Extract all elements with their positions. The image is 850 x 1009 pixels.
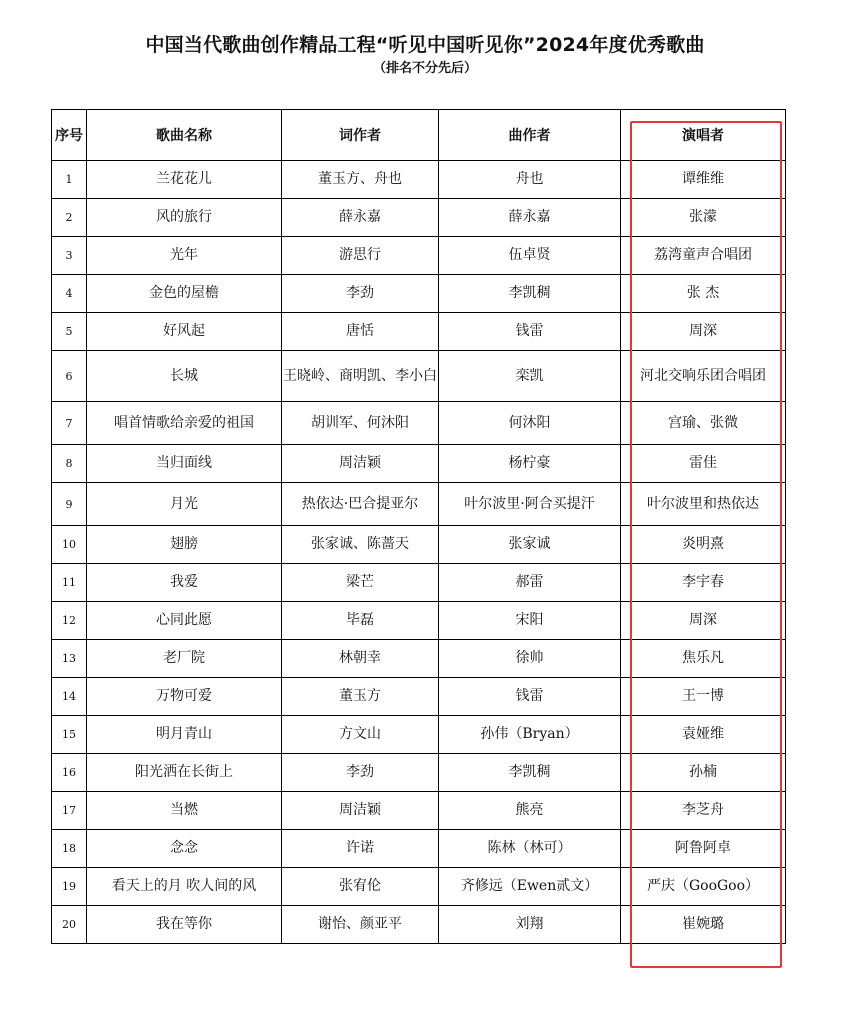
cell-performer: 雷佳 [621, 445, 786, 483]
cell-song-title: 风的旅行 [87, 199, 282, 237]
table-row [52, 275, 786, 313]
cell-performer: 张 杰 [621, 275, 786, 313]
cell-song-title: 长城 [87, 351, 282, 402]
header-no: 序号 [52, 110, 87, 161]
cell-performer: 阿鲁阿卓 [621, 830, 786, 868]
cell-no: 11 [52, 564, 87, 602]
cell-no: 12 [52, 602, 87, 640]
cell-composer: 薛永嘉 [439, 199, 621, 237]
cell-performer: 袁娅维 [621, 716, 786, 754]
cell-composer: 李凯稠 [439, 275, 621, 313]
table-row [52, 868, 786, 906]
cell-performer: 周深 [621, 602, 786, 640]
cell-performer: 崔婉璐 [621, 906, 786, 944]
cell-lyricist: 毕磊 [282, 602, 439, 640]
table-row [52, 445, 786, 483]
cell-performer: 周深 [621, 313, 786, 351]
table-row [52, 402, 786, 445]
cell-song-title: 看天上的月 吹人间的风 [87, 868, 282, 906]
cell-no: 4 [52, 275, 87, 313]
cell-lyricist: 周洁颖 [282, 445, 439, 483]
cell-no: 8 [52, 445, 87, 483]
cell-performer: 宫瑜、张微 [621, 402, 786, 445]
table-row [52, 640, 786, 678]
cell-lyricist: 梁芒 [282, 564, 439, 602]
cell-lyricist: 胡训军、何沐阳 [282, 402, 439, 445]
cell-performer: 王一博 [621, 678, 786, 716]
header-performer: 演唱者 [621, 110, 786, 161]
cell-no: 3 [52, 237, 87, 275]
cell-performer: 荔湾童声合唱团 [621, 237, 786, 275]
cell-lyricist: 薛永嘉 [282, 199, 439, 237]
cell-no: 20 [52, 906, 87, 944]
cell-lyricist: 方文山 [282, 716, 439, 754]
cell-song-title: 念念 [87, 830, 282, 868]
page-title: 中国当代歌曲创作精品工程“听见中国听见你”2024年度优秀歌曲 [145, 34, 705, 56]
cell-no: 15 [52, 716, 87, 754]
cell-lyricist: 张宥伦 [282, 868, 439, 906]
cell-no: 6 [52, 351, 87, 402]
cell-lyricist: 周洁颖 [282, 792, 439, 830]
table-body [52, 161, 786, 944]
page-subtitle: （排名不分先后） [372, 61, 477, 76]
cell-lyricist: 热依达·巴合提亚尔 [282, 483, 439, 526]
cell-lyricist: 李劲 [282, 754, 439, 792]
cell-performer: 叶尔波里和热依达 [621, 483, 786, 526]
cell-no: 1 [52, 161, 87, 199]
cell-composer: 伍卓贤 [439, 237, 621, 275]
cell-composer: 刘翔 [439, 906, 621, 944]
table-row [52, 754, 786, 792]
cell-performer: 李芝舟 [621, 792, 786, 830]
cell-song-title: 我在等你 [87, 906, 282, 944]
cell-composer: 栾凯 [439, 351, 621, 402]
cell-composer: 杨柠豪 [439, 445, 621, 483]
cell-no: 16 [52, 754, 87, 792]
cell-song-title: 明月青山 [87, 716, 282, 754]
cell-lyricist: 许诺 [282, 830, 439, 868]
cell-song-title: 阳光洒在长街上 [87, 754, 282, 792]
cell-lyricist: 董玉方 [282, 678, 439, 716]
cell-composer: 宋阳 [439, 602, 621, 640]
cell-composer: 何沐阳 [439, 402, 621, 445]
cell-performer: 严庆（GooGoo） [621, 868, 786, 906]
cell-composer: 郝雷 [439, 564, 621, 602]
table-row [52, 483, 786, 526]
cell-performer: 张濛 [621, 199, 786, 237]
cell-lyricist: 张家诚、陈蔷天 [282, 526, 439, 564]
cell-song-title: 当燃 [87, 792, 282, 830]
cell-no: 2 [52, 199, 87, 237]
cell-no: 7 [52, 402, 87, 445]
cell-composer: 钱雷 [439, 313, 621, 351]
cell-no: 10 [52, 526, 87, 564]
table-row [52, 161, 786, 199]
cell-song-title: 翅膀 [87, 526, 282, 564]
cell-lyricist: 谢怡、颜亚平 [282, 906, 439, 944]
cell-song-title: 金色的屋檐 [87, 275, 282, 313]
cell-no: 18 [52, 830, 87, 868]
table-row [52, 716, 786, 754]
cell-lyricist: 董玉方、舟也 [282, 161, 439, 199]
cell-composer: 钱雷 [439, 678, 621, 716]
table-row [52, 237, 786, 275]
cell-composer: 徐帅 [439, 640, 621, 678]
table-row [52, 678, 786, 716]
cell-no: 9 [52, 483, 87, 526]
cell-no: 19 [52, 868, 87, 906]
cell-song-title: 当归面线 [87, 445, 282, 483]
cell-song-title: 唱首情歌给亲爱的祖国 [87, 402, 282, 445]
cell-performer: 谭维维 [621, 161, 786, 199]
cell-composer: 叶尔波里·阿合买提汗 [439, 483, 621, 526]
table-row [52, 906, 786, 944]
cell-performer: 孙楠 [621, 754, 786, 792]
cell-lyricist: 林朝幸 [282, 640, 439, 678]
cell-composer: 熊亮 [439, 792, 621, 830]
cell-song-title: 老厂院 [87, 640, 282, 678]
cell-song-title: 月光 [87, 483, 282, 526]
cell-lyricist: 游思行 [282, 237, 439, 275]
cell-performer: 李宇春 [621, 564, 786, 602]
cell-performer: 河北交响乐团合唱团 [621, 351, 786, 402]
songs-table [51, 109, 786, 944]
cell-song-title: 我爱 [87, 564, 282, 602]
table-row [52, 351, 786, 402]
header-lyricist: 词作者 [282, 110, 439, 161]
cell-no: 5 [52, 313, 87, 351]
header-song-title: 歌曲名称 [87, 110, 282, 161]
table-row [52, 792, 786, 830]
cell-lyricist: 李劲 [282, 275, 439, 313]
cell-composer: 陈林（林可） [439, 830, 621, 868]
cell-no: 17 [52, 792, 87, 830]
cell-performer: 炎明熹 [621, 526, 786, 564]
cell-no: 14 [52, 678, 87, 716]
table-row [52, 199, 786, 237]
cell-no: 13 [52, 640, 87, 678]
cell-song-title: 兰花花儿 [87, 161, 282, 199]
table-row [52, 830, 786, 868]
cell-performer: 焦乐凡 [621, 640, 786, 678]
cell-song-title: 万物可爱 [87, 678, 282, 716]
cell-lyricist: 王晓岭、商明凯、李小白 [282, 351, 439, 402]
cell-composer: 李凯稠 [439, 754, 621, 792]
cell-lyricist: 唐恬 [282, 313, 439, 351]
table-row [52, 564, 786, 602]
table-row [52, 313, 786, 351]
cell-composer: 舟也 [439, 161, 621, 199]
table-header-row [52, 110, 786, 161]
cell-song-title: 好风起 [87, 313, 282, 351]
table-row [52, 526, 786, 564]
cell-composer: 孙伟（Bryan） [439, 716, 621, 754]
cell-composer: 张家诚 [439, 526, 621, 564]
cell-song-title: 心同此愿 [87, 602, 282, 640]
header-composer: 曲作者 [439, 110, 621, 161]
cell-composer: 齐修远（Ewen贰文） [439, 868, 621, 906]
cell-song-title: 光年 [87, 237, 282, 275]
table-row [52, 602, 786, 640]
